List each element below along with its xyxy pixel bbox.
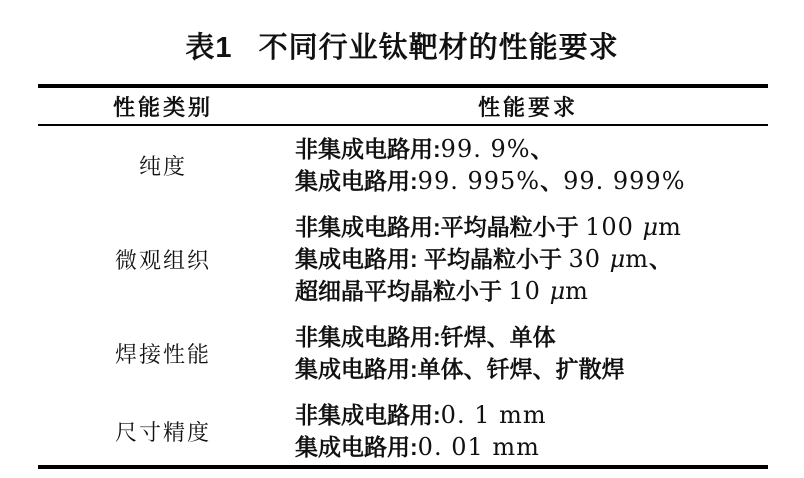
table-row: [38, 392, 768, 465]
category-cell: 微观组织: [114, 247, 211, 273]
requirement-line: [295, 243, 768, 275]
value-text: 99. 999%: [563, 167, 686, 195]
requirement-cell: [288, 321, 768, 385]
category-cell: 尺寸精度: [114, 419, 211, 445]
cjk-text: 非集成电路用:钎焊、单体: [295, 324, 556, 350]
value-text: 100: [585, 213, 643, 241]
cjk-text: 集成电路用:单体、钎焊、扩散焊: [295, 356, 625, 382]
value-text: m: [658, 213, 682, 241]
requirement-line: [295, 133, 768, 165]
value-text: 10: [508, 277, 550, 305]
cjk-text: 超细晶平均晶粒小于: [295, 278, 509, 304]
performance-requirements-table: [38, 84, 768, 469]
requirement-cell: [288, 133, 768, 197]
value-text: μ: [642, 213, 659, 241]
value-text: μ: [549, 277, 566, 305]
table-caption: [0, 25, 804, 66]
requirement-line: [295, 353, 768, 385]
cjk-text: 、: [649, 246, 672, 272]
table-row: [38, 314, 768, 392]
table-row: [38, 204, 768, 314]
value-text: 0. 1 mm: [440, 401, 547, 429]
requirement-line: [295, 321, 768, 353]
value-text: 99. 9%: [440, 135, 531, 163]
table-number: 表1: [185, 32, 233, 64]
table-caption-text: 不同行业钛靶材的性能要求: [258, 32, 619, 64]
cjk-text: 集成电路用:: [295, 168, 418, 194]
value-text: m: [625, 245, 649, 273]
requirement-line: [295, 211, 768, 243]
cjk-text: 非集成电路用:: [295, 136, 441, 162]
requirement-cell: [288, 399, 768, 463]
requirement-line: [295, 165, 768, 197]
value-text: m: [565, 277, 589, 305]
requirement-line: [295, 399, 768, 431]
value-text: 99. 995%: [417, 167, 541, 195]
cjk-text: 非集成电路用:: [295, 402, 441, 428]
category-cell: 焊接性能: [114, 341, 211, 367]
header-category: 性能类别: [112, 94, 213, 120]
cjk-text: 、: [530, 136, 554, 162]
cjk-text: 非集成电路用:平均晶粒小于: [295, 214, 586, 240]
cjk-text: 集成电路用: 平均晶粒小于: [295, 246, 569, 272]
value-text: 30: [568, 245, 610, 273]
requirement-cell: [288, 211, 768, 307]
cjk-text: 、: [540, 168, 564, 194]
requirement-line: [295, 275, 768, 307]
category-cell: 纯度: [138, 153, 187, 179]
table-body: [38, 126, 768, 465]
value-text: 0. 01 mm: [417, 433, 540, 461]
table-header-row: [38, 88, 768, 126]
header-requirement: 性能要求: [477, 94, 578, 120]
table-row: [38, 126, 768, 204]
value-text: μ: [609, 245, 626, 273]
requirement-line: [295, 431, 768, 463]
cjk-text: 集成电路用:: [295, 434, 418, 460]
